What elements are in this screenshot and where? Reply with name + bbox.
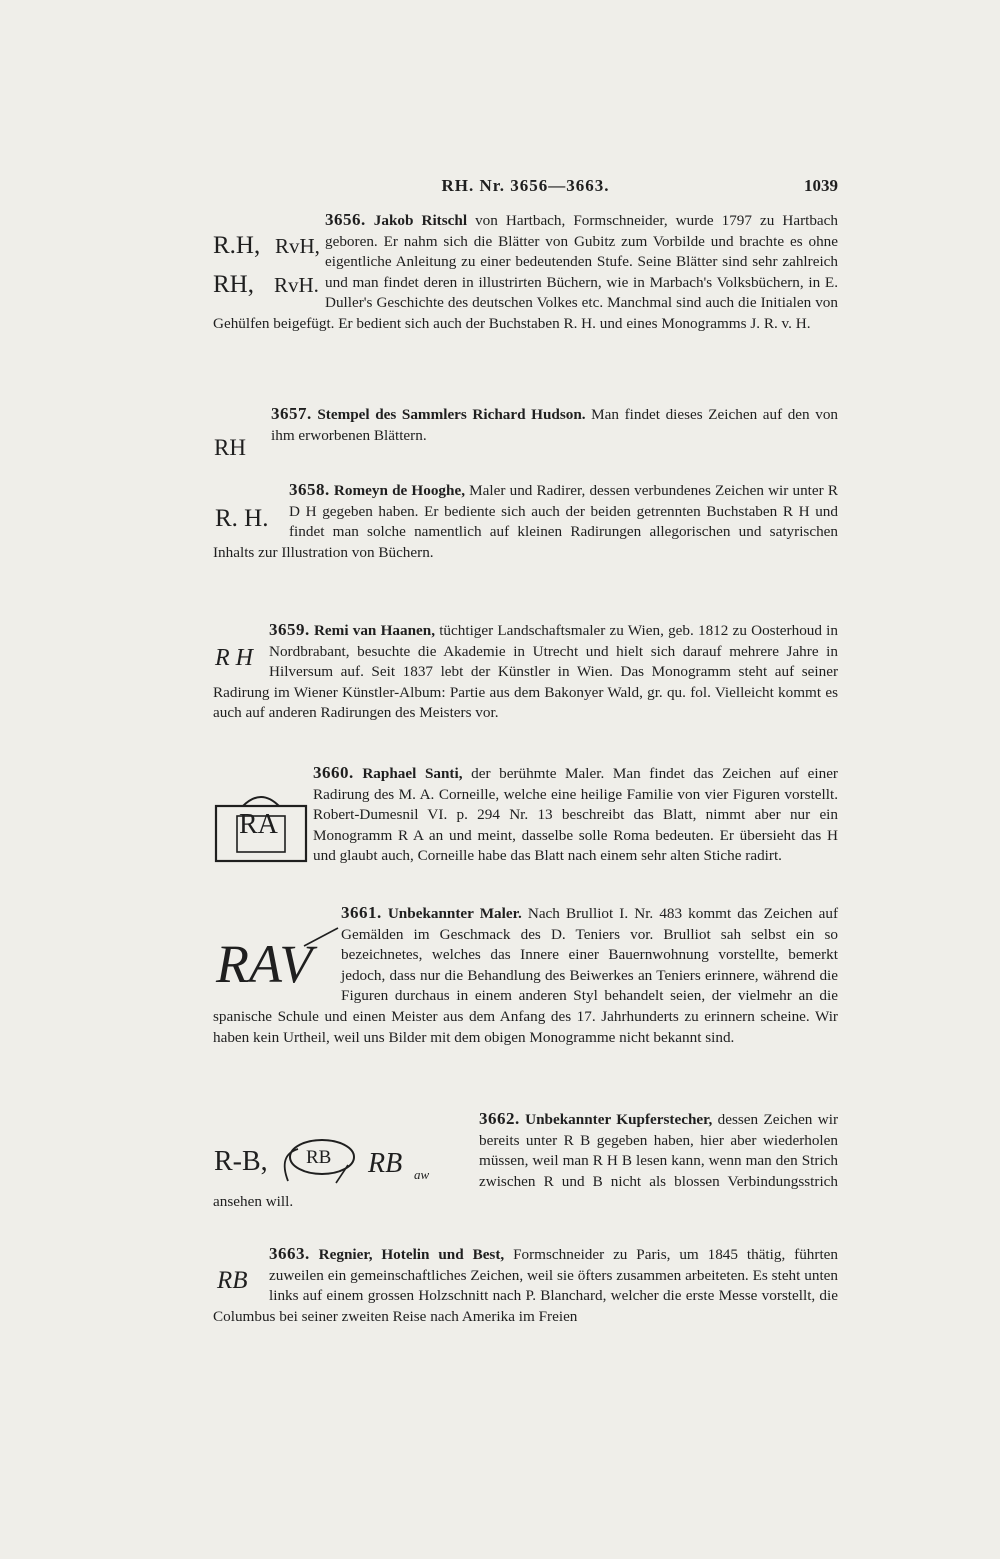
- monogram-mark: RvH.: [274, 273, 319, 297]
- entry-number: 3662.: [479, 1109, 520, 1128]
- entry-number: 3656.: [325, 210, 366, 229]
- entry-text: Formschneider zu Paris, um 1845 thätig, führten zuweilen ein gemeinschaftliches Zeichen, weil sie öfters zusammen arbeiteten. Es steht unten links auf einem grossen Holzschnitt nach P. Blanchard, welcher die erste Messe vorstellt, die Columbus bei seiner zweiten Reise nach Amerika im Freien: [213, 1246, 839, 1325]
- monogram-mark: aw: [414, 1167, 430, 1182]
- monogram-mark: RvH,: [275, 234, 320, 258]
- entry-number: 3663.: [269, 1244, 310, 1263]
- entry-number: 3658.: [289, 480, 330, 499]
- monogram-mark: RA: [239, 809, 278, 840]
- running-header: [213, 176, 838, 200]
- monogram-mark: R-B,: [214, 1146, 268, 1177]
- monogram-mark: R.H,: [213, 232, 261, 259]
- entry-3663: [213, 1244, 838, 1327]
- monogram-mark: RH: [214, 435, 246, 460]
- monogram-mark: RH,: [213, 271, 254, 298]
- entry-name: Romeyn de Hooghe,: [333, 482, 466, 499]
- monogram-mark: RAV: [216, 934, 313, 994]
- entry-name: Raphael Santi,: [362, 765, 463, 782]
- entry-number: 3657.: [271, 404, 312, 423]
- entry-name: Unbekannter Maler.: [387, 905, 522, 922]
- monogram-mark: R. H.: [215, 505, 269, 532]
- monogram-mark: RB: [217, 1267, 248, 1294]
- entry-number: 3659.: [269, 620, 310, 639]
- entry-text: Nach Brulliot I. Nr. 483 kommt das Zeichen auf Gemälden im Geschmack des D. Teniers vor. Brulliot sah selbst ein so bezeichnetes, welches das Innere einer Bauernwohnung vorstellte, bemerkt jedoch, dass nur die Behandlung des Beiwerkes an Teniers erinnere, während die Figuren durchaus in einem anderen Styl behandelt seien, der vielmehr an die spanische Schule und einen Meister aus dem Anfang des 17. Jahrhunderts zu erinnern scheine. Wir haben kein Urtheil, weil uns Bilder mit dem obigen Monogramme nicht bekannt sind.: [213, 905, 839, 1046]
- monogram-mark: RB: [306, 1147, 332, 1168]
- entry-text: tüchtiger Landschaftsmaler zu Wien, geb. 1812 zu Oosterhoud in Nordbrabant, besuchte die Akademie in Utrecht und hielt sich darauf mehrere Jahre in Hilversum auf. Seit 1837 lebt der Künstler in Wien. Das Monogramm steht auf seiner Radirung im Wiener Künstler-Album: Partie aus dem Bakonyer Wald, gr. qu. fol. Vielleicht kommt es auch auf anderen Radirungen des Meisters vor.: [213, 622, 838, 722]
- page-number: 1039: [804, 176, 838, 195]
- running-title: RH. Nr. 3656—3663.: [441, 176, 610, 195]
- entry-text: Man findet dieses Zeichen auf den von ihm erworbenen Blättern.: [271, 406, 839, 444]
- entry-3658: [213, 480, 838, 563]
- entry-name: Unbekannter Kupferstecher,: [525, 1111, 713, 1128]
- entry-3657: [213, 404, 838, 465]
- entry-text: Maler und Radirer, dessen verbundenes Zeichen wir unter R D H gegeben haben. Er bediente sich auch der beiden getrennten Buchstaben R H und findet man solche namentlich auf kleinen Radirungen allegorischen und satyrischen Inhalts zur Illustration von Büchern.: [213, 482, 838, 561]
- entry-3659: [213, 620, 838, 724]
- entry-text: dessen Zeichen wir bereits unter R B gegeben haben, hier aber wiederholen müssen, weil man R H B lesen kann, wenn man den Strich zwischen R und B nicht als blossen Verbindungsstrich ansehen will.: [213, 1111, 838, 1211]
- entry-text: der berühmte Maler. Man findet das Zeichen auf einer Radirung des M. A. Corneille, welche eine heilige Familie von vier Figuren vorstellt. Robert-Dumesnil VI. p. 294 Nr. 13 beschreibt das Blatt, nimmt aber nur ein Monogramm R A an und meint, dasselbe solle Roma bedeuten. Er übersieht das H und glaubt auch, Corneille habe das Blatt nach einem sehr alten Stiche radirt.: [313, 765, 838, 865]
- monogram-mark: RB: [368, 1148, 403, 1179]
- entry-name: Remi van Haanen,: [313, 622, 435, 639]
- entry-number: 3661.: [341, 903, 382, 922]
- entry-name: Regnier, Hotelin und Best,: [318, 1246, 505, 1263]
- monogram-mark: R H: [215, 645, 253, 671]
- entry-number: 3660.: [313, 763, 354, 782]
- entry-text: von Hartbach, Formschneider, wurde 1797 zu Hartbach geboren. Er nahm sich die Blätter von Gubitz zum Vorbilde und brachte es ohne eigentliche Anleitung zu einer bedeutenden Stufe. Seine Blätter sind sehr zahlreich und man findet deren in illustrirten Büchern, wie in Marbach's Volksbüchern, in E. Duller's Geschichte des deutschen Volkes etc. Manchmal sind auch die Initialen von Gehülfen beigefügt. Er bedient sich auch der Buchstaben R. H. und eines Monogramms J. R. v. H.: [213, 212, 839, 332]
- entry-name: Stempel des Sammlers Richard Hudson.: [317, 406, 586, 423]
- entry-name: Jakob Ritschl: [373, 212, 468, 229]
